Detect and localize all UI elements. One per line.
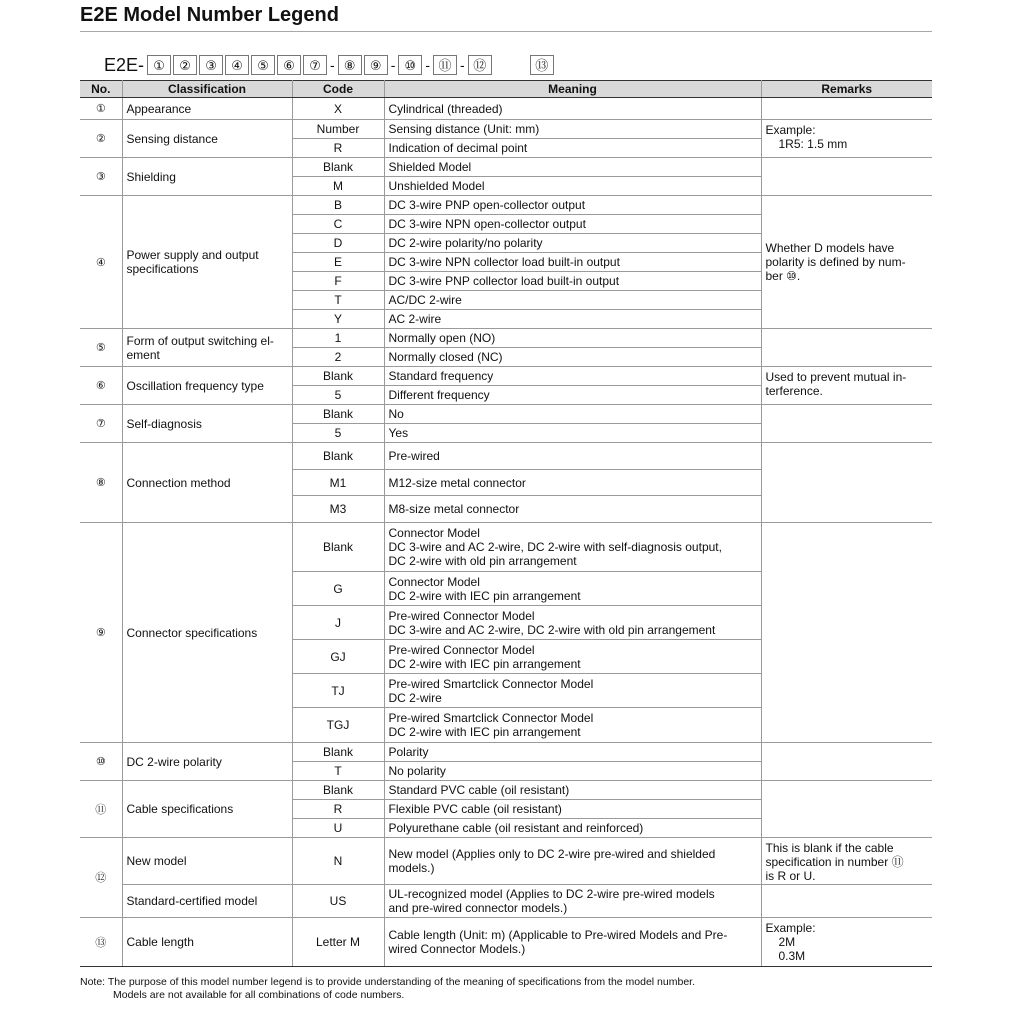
meaning: Pre-wired Smartclick Connector Model DC 2-wire (384, 674, 761, 708)
code: GJ (292, 640, 384, 674)
table-row (80, 743, 932, 762)
meaning: New model (Applies only to DC 2-wire pre-wired and shielded models.) (384, 838, 761, 885)
table-row (80, 405, 932, 424)
model-dash: - (460, 57, 465, 73)
meaning: Pre-wired (384, 443, 761, 470)
code: C (292, 215, 384, 234)
meaning: Standard PVC cable (oil resistant) (384, 781, 761, 800)
remarks (761, 885, 932, 918)
model-dash: - (330, 57, 335, 73)
code: M3 (292, 496, 384, 523)
code: Y (292, 310, 384, 329)
classification: Cable specifications (122, 781, 292, 838)
meaning: DC 3-wire PNP collector load built-in output (384, 272, 761, 291)
model-box-9: ⑨ (364, 55, 388, 75)
table-row (80, 158, 932, 177)
classification: Sensing distance (122, 120, 292, 158)
remarks (761, 443, 932, 523)
code: 2 (292, 348, 384, 367)
code: 1 (292, 329, 384, 348)
model-box-5: ⑤ (251, 55, 275, 75)
table-row (80, 885, 932, 918)
row-number: ① (80, 98, 122, 120)
table-row (80, 196, 932, 215)
code: Number (292, 120, 384, 139)
meaning: Sensing distance (Unit: mm) (384, 120, 761, 139)
code: Blank (292, 158, 384, 177)
model-box-8: ⑧ (338, 55, 362, 75)
table-row (80, 443, 932, 470)
footnote (80, 976, 940, 1002)
row-number: ⑧ (80, 443, 122, 523)
meaning: Cable length (Unit: m) (Applicable to Pre-wired Models and Pre- wired Connector Models.) (384, 918, 761, 967)
meaning: No (384, 405, 761, 424)
header-code: Code (292, 81, 384, 98)
meaning: DC 3-wire PNP open-collector output (384, 196, 761, 215)
code: B (292, 196, 384, 215)
classification: Connection method (122, 443, 292, 523)
code: R (292, 139, 384, 158)
model-dash: - (425, 57, 431, 73)
meaning: DC 3-wire NPN collector load built-in output (384, 253, 761, 272)
table-row (80, 838, 932, 885)
meaning: Shielded Model (384, 158, 761, 177)
remarks: Used to prevent mutual in- terference. (761, 367, 932, 405)
classification: Power supply and output specifications (122, 196, 292, 329)
row-number: ② (80, 120, 122, 158)
classification: Connector specifications (122, 523, 292, 743)
meaning: Flexible PVC cable (oil resistant) (384, 800, 761, 819)
table-row (80, 781, 932, 800)
meaning: Polarity (384, 743, 761, 762)
classification: Shielding (122, 158, 292, 196)
remarks (761, 329, 932, 367)
classification: Appearance (122, 98, 292, 120)
footnote-line-1: Note: The purpose of this model number legend is to provide understanding of the meaning of specifications from the model number. (80, 976, 695, 988)
meaning: Pre-wired Connector Model DC 2-wire with IEC pin arrangement (384, 640, 761, 674)
model-dash: - (390, 57, 396, 73)
remarks (761, 743, 932, 781)
model-box-12: ⑫ (468, 55, 492, 75)
meaning: Pre-wired Smartclick Connector Model DC 2-wire with IEC pin arrangement (384, 708, 761, 743)
table-header-row (80, 81, 932, 98)
meaning: No polarity (384, 762, 761, 781)
meaning: M8-size metal connector (384, 496, 761, 523)
meaning: Standard frequency (384, 367, 761, 386)
remarks: Example: 1R5: 1.5 mm (761, 120, 932, 158)
meaning: Indication of decimal point (384, 139, 761, 158)
model-box-13: ⑬ (530, 55, 554, 75)
code: T (292, 291, 384, 310)
meaning: Normally closed (NC) (384, 348, 761, 367)
header-classification: Classification (122, 81, 292, 98)
row-number: ③ (80, 158, 122, 196)
meaning: Normally open (NO) (384, 329, 761, 348)
code: Blank (292, 405, 384, 424)
code: E (292, 253, 384, 272)
remarks: Whether D models have polarity is defined by num- ber ⑩. (761, 196, 932, 329)
meaning: AC 2-wire (384, 310, 761, 329)
code: Blank (292, 443, 384, 470)
table-row (80, 367, 932, 386)
code: X (292, 98, 384, 120)
remarks (761, 405, 932, 443)
row-number: ⑬ (80, 918, 122, 967)
classification: Cable length (122, 918, 292, 967)
row-number: ⑤ (80, 329, 122, 367)
model-box-6: ⑥ (277, 55, 301, 75)
remarks (761, 781, 932, 838)
meaning: Cylindrical (threaded) (384, 98, 761, 120)
meaning: Different frequency (384, 386, 761, 405)
footnote-line-2: Models are not available for all combinations of code numbers. (113, 989, 405, 1001)
table-row (80, 918, 932, 967)
meaning: DC 2-wire polarity/no polarity (384, 234, 761, 253)
remarks (761, 98, 932, 120)
model-box-11: ⑪ (433, 55, 457, 75)
meaning: Polyurethane cable (oil resistant and reinforced) (384, 819, 761, 838)
model-box-2: ② (173, 55, 197, 75)
remarks (761, 523, 932, 743)
remarks (761, 158, 932, 196)
code: 5 (292, 386, 384, 405)
model-number-format (104, 54, 556, 76)
code: Letter M (292, 918, 384, 967)
classification: Oscillation frequency type (122, 367, 292, 405)
classification: DC 2-wire polarity (122, 743, 292, 781)
table-row (80, 329, 932, 348)
meaning: AC/DC 2-wire (384, 291, 761, 310)
model-box-1: ① (147, 55, 171, 75)
code: Blank (292, 743, 384, 762)
model-box-4: ④ (225, 55, 249, 75)
header-remarks: Remarks (761, 81, 932, 98)
title-divider (80, 31, 932, 32)
code: N (292, 838, 384, 885)
meaning: Connector Model DC 3-wire and AC 2-wire, DC 2-wire with self-diagnosis output, DC 2-wire with old pin arrangement (384, 523, 761, 572)
remarks: This is blank if the cable specification in number ⑪ is R or U. (761, 838, 932, 885)
code: F (292, 272, 384, 291)
table-row (80, 523, 932, 572)
code: Blank (292, 523, 384, 572)
header-meaning: Meaning (384, 81, 761, 98)
row-number: ⑪ (80, 781, 122, 838)
classification: Form of output switching el- ement (122, 329, 292, 367)
meaning: Connector Model DC 2-wire with IEC pin arrangement (384, 572, 761, 606)
classification: Self-diagnosis (122, 405, 292, 443)
classification: Standard-certified model (122, 885, 292, 918)
code: R (292, 800, 384, 819)
code: J (292, 606, 384, 640)
meaning: Pre-wired Connector Model DC 3-wire and AC 2-wire, DC 2-wire with old pin arrangement (384, 606, 761, 640)
remarks: Example: 2M 0.3M (761, 918, 932, 967)
header-no: No. (80, 81, 122, 98)
table-row (80, 120, 932, 139)
code: Blank (292, 367, 384, 386)
meaning: Yes (384, 424, 761, 443)
row-number: ⑫ (80, 838, 122, 918)
meaning: Unshielded Model (384, 177, 761, 196)
row-number: ⑥ (80, 367, 122, 405)
code: Blank (292, 781, 384, 800)
code: 5 (292, 424, 384, 443)
code: M1 (292, 470, 384, 496)
page-title: E2E Model Number Legend (80, 4, 339, 26)
row-number: ⑦ (80, 405, 122, 443)
row-number: ④ (80, 196, 122, 329)
code: M (292, 177, 384, 196)
code: US (292, 885, 384, 918)
model-box-10: ⑩ (398, 55, 422, 75)
meaning: UL-recognized model (Applies to DC 2-wire pre-wired models and pre-wired connector models.) (384, 885, 761, 918)
code: TGJ (292, 708, 384, 743)
meaning: M12-size metal connector (384, 470, 761, 496)
row-number: ⑨ (80, 523, 122, 743)
code: TJ (292, 674, 384, 708)
table-row (80, 98, 932, 120)
meaning: DC 3-wire NPN open-collector output (384, 215, 761, 234)
model-box-7: ⑦ (303, 55, 327, 75)
code: U (292, 819, 384, 838)
model-prefix: E2E- (104, 54, 145, 75)
model-legend-table (80, 80, 932, 967)
code: G (292, 572, 384, 606)
row-number: ⑩ (80, 743, 122, 781)
classification: New model (122, 838, 292, 885)
code: D (292, 234, 384, 253)
model-box-3: ③ (199, 55, 223, 75)
code: T (292, 762, 384, 781)
